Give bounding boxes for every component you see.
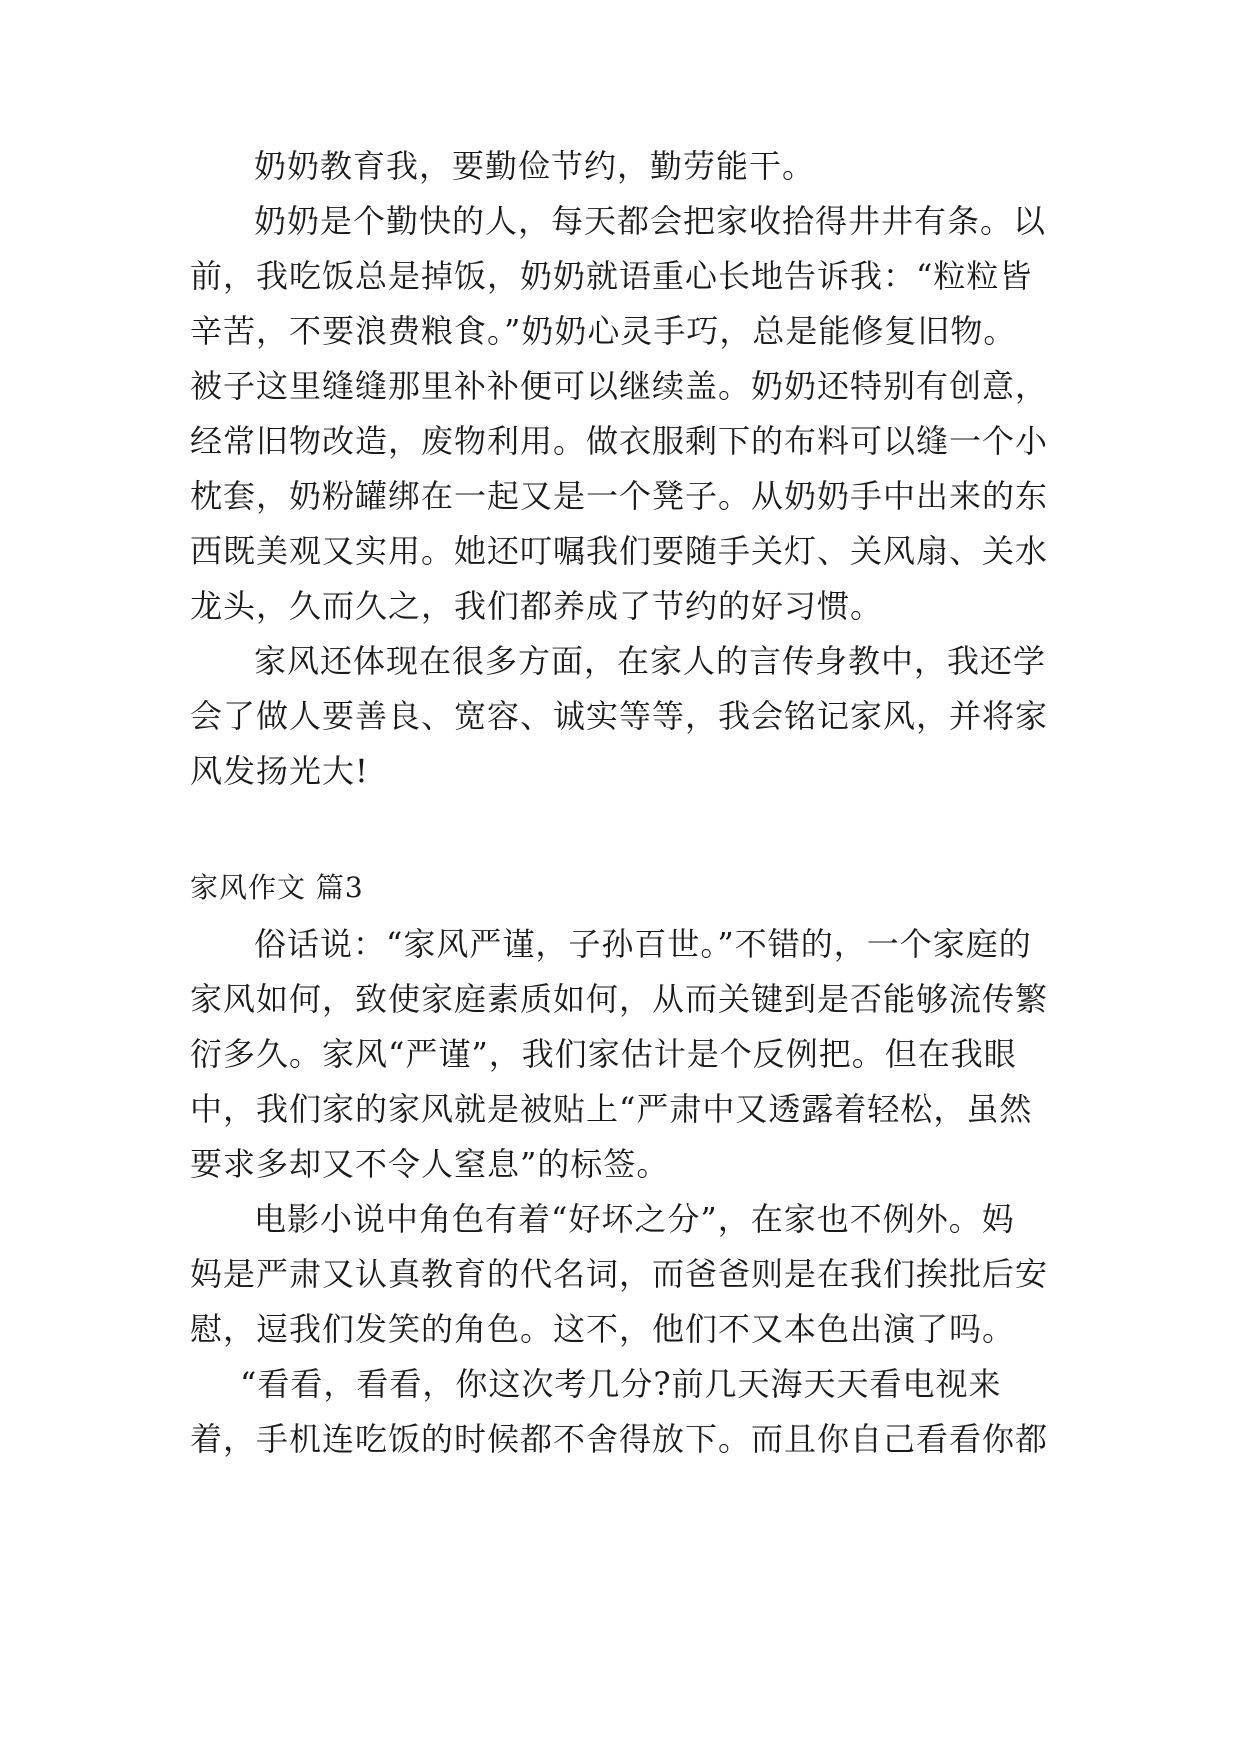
paragraph-line: 奶奶是个勤快的人，每天都会把家收拾得井井有条。以 xyxy=(254,202,1047,240)
paragraph-line: 被子这里缝缝那里补补便可以继续盖。奶奶还特别有创意， xyxy=(190,367,1049,405)
paragraph-line: “看看，看看，你这次考几分?前几天海天天看电视来 xyxy=(240,1365,1002,1403)
paragraph-line: 会了做人要善良、宽容、诚实等等，我会铭记家风，并将家 xyxy=(190,697,1049,735)
paragraph-line: 慰，逗我们发笑的角色。这不，他们不又本色出演了吗。 xyxy=(190,1310,1016,1348)
paragraph-line: 奶奶教育我，要勤俭节约，勤劳能干。 xyxy=(254,147,816,185)
section-heading: 家风作文 篇3 xyxy=(190,871,364,904)
paragraph-line: 电影小说中角色有着“好坏之分”，在家也不例外。妈 xyxy=(254,1200,1015,1238)
paragraph-line: 家风如何，致使家庭素质如何，从而关键到是否能够流传繁 xyxy=(190,980,1049,1018)
paragraph-line: 妈是严肃又认真教育的代名词，而爸爸则是在我们挨批后安 xyxy=(190,1255,1049,1293)
paragraph-line: 经常旧物改造，废物利用。做衣服剩下的布料可以缝一个小 xyxy=(190,422,1049,460)
paragraph-line: 俗话说：“家风严谨，子孙百世。”不错的，一个家庭的 xyxy=(254,925,1032,963)
paragraph-line: 衍多久。家风“严谨”，我们家估计是个反例把。但在我眼 xyxy=(190,1035,1017,1073)
paragraph-line: 枕套，奶粉罐绑在一起又是一个凳子。从奶奶手中出来的东 xyxy=(190,477,1049,515)
paragraph-line: 前，我吃饭总是掉饭，奶奶就语重心长地告诉我：“粒粒皆 xyxy=(190,257,1033,295)
paragraph-line: 中，我们家的家风就是被贴上“严肃中又透露着轻松，虽然 xyxy=(190,1090,1033,1128)
paragraph-line: 要求多却又不令人窒息”的标签。 xyxy=(190,1145,670,1183)
paragraph-line: 家风还体现在很多方面，在家人的言传身教中，我还学 xyxy=(254,642,1047,680)
paragraph-line: 龙头，久而久之，我们都养成了节约的好习惯。 xyxy=(190,587,884,625)
paragraph-line: 西既美观又实用。她还叮嘱我们要随手关灯、关风扇、关水 xyxy=(190,532,1049,570)
paragraph-line: 辛苦，不要浪费粮食。”奶奶心灵手巧，总是能修复旧物。 xyxy=(190,312,1017,350)
paragraph-line: 风发扬光大! xyxy=(190,752,369,790)
paragraph-line: 着，手机连吃饭的时候都不舍得放下。而且你自己看看你都 xyxy=(190,1420,1049,1458)
